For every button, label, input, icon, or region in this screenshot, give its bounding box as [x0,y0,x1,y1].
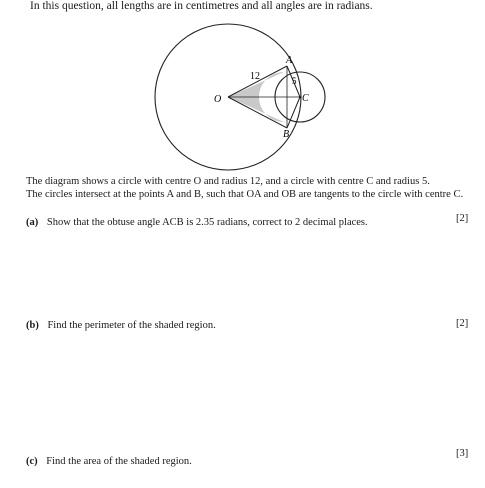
question-a-label: (a) [26,217,39,228]
question-c-marks: [3] [456,448,469,459]
description-line-2: The circles intersect at the points A and B, such that OA and OB are tangents to the circle with centre C. [26,189,464,200]
question-b [26,320,216,331]
question-b-marks: [2] [456,318,469,329]
question-b-label: (b) [26,320,39,331]
question-a [26,217,368,228]
label-radius-5: 5 [292,76,297,86]
label-A: A [286,55,293,66]
question-a-text: Show that the obtuse angle ACB is 2.35 radians, correct to 2 decimal places. [46,217,368,228]
intro-text: In this question, all lengths are in centimetres and all angles are in radians. [30,0,373,12]
question-c [26,456,192,467]
label-O: O [214,94,222,105]
circles-diagram [0,0,485,175]
question-c-text: Find the area of the shaded region. [46,456,192,467]
question-a-marks: [2] [456,213,469,224]
label-B: B [283,129,290,140]
label-radius-12: 12 [250,71,260,82]
point-C [299,96,302,99]
question-b-text: Find the perimeter of the shaded region. [47,320,216,331]
label-C: C [302,93,309,104]
question-c-label: (c) [26,456,38,467]
line-CB [287,97,300,128]
description-line-1: The diagram shows a circle with centre O and radius 12, and a circle with centre C and radius 5. [26,176,430,187]
